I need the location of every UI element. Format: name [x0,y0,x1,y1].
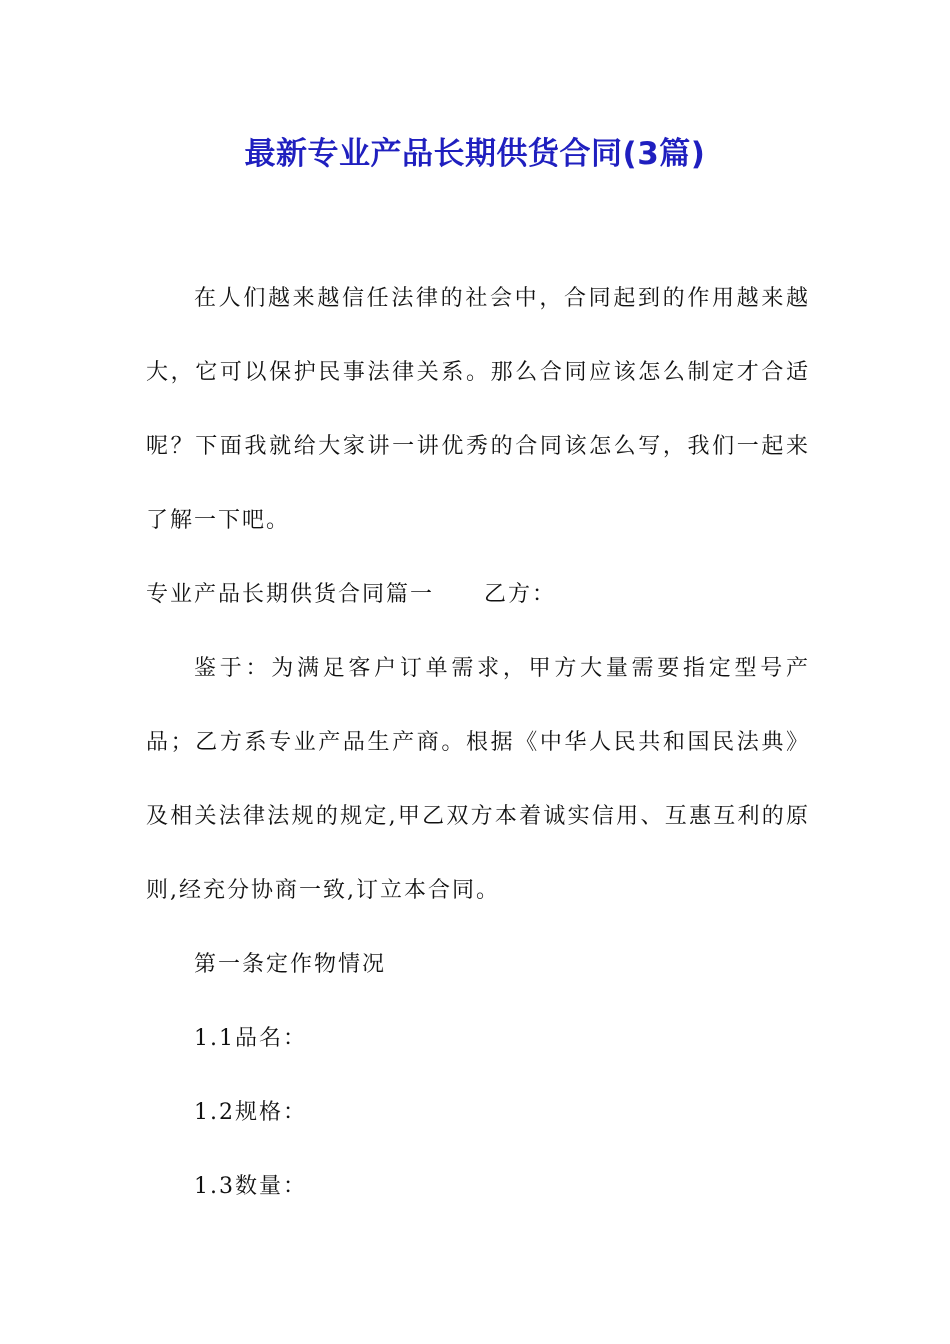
section-heading-line [146,558,810,632]
document-body [146,262,810,1224]
whereas-paragraph: 鉴于：为满足客户订单需求，甲方大量需要指定型号产品；乙方系专业产品生产商。根据《中华人民共和国民法典》及相关法律法规的规定,甲乙双方本着诚实信用、互惠互利的原则,经充分协商一致,订立本合同。 [146,656,810,903]
section-heading: 专业产品长期供货合同篇一 [146,582,435,607]
party-b-label: 乙方： [484,582,557,607]
document-title: 最新专业产品长期供货合同(3篇) [244,136,706,172]
item-1-2: 1.2规格： [194,1100,307,1125]
item-1-3: 1.3数量： [194,1174,307,1199]
article-1-title: 第一条定作物情况 [194,952,387,977]
item-1-1: 1.1品名： [194,1026,307,1051]
intro-paragraph: 在人们越来越信任法律的社会中，合同起到的作用越来越大，它可以保护民事法律关系。那么合同应该怎么制定才合适呢？下面我就给大家讲一讲优秀的合同该怎么写，我们一起来了解一下吧。 [146,286,810,533]
